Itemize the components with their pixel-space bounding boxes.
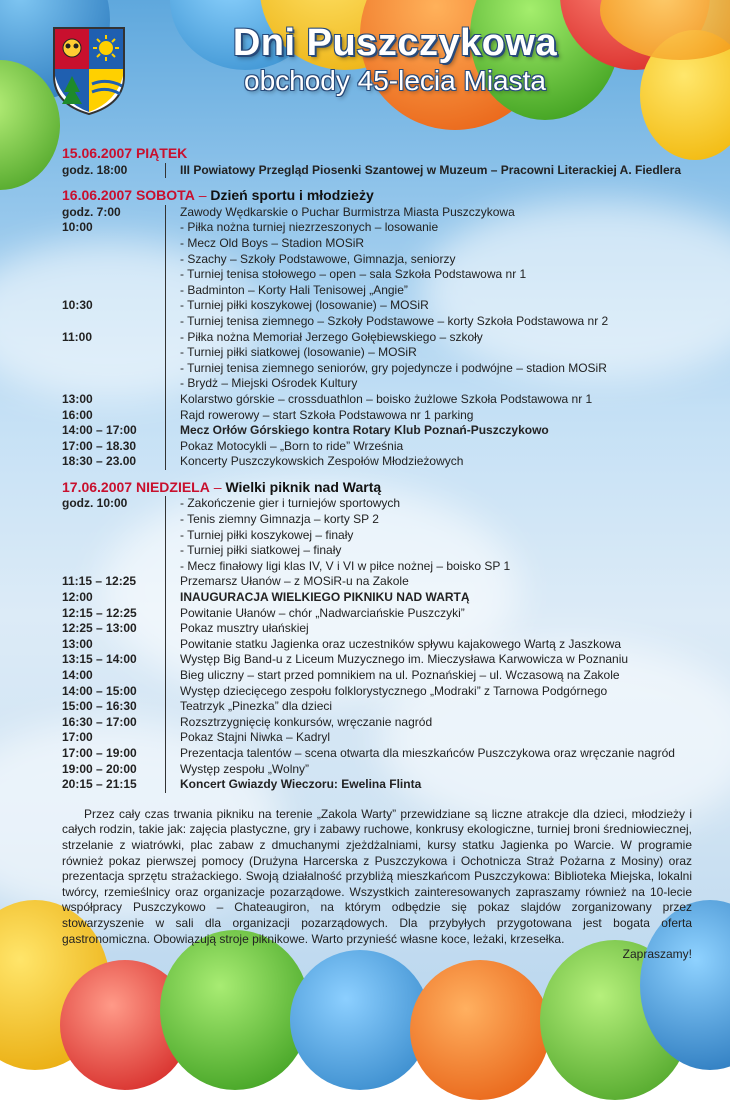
- schedule-event: Mecz Orłów Górskiego kontra Rotary Klub Poznań-Puszczykowo: [180, 423, 549, 438]
- day-dash: –: [209, 478, 226, 495]
- schedule-event: Występ zespołu „Wolny”: [180, 761, 310, 776]
- schedule-row: [62, 746, 692, 762]
- schedule-event: - Mecz Old Boys – Stadion MOSiR: [180, 235, 365, 250]
- schedule-row: [62, 454, 692, 470]
- schedule-row: [62, 252, 692, 268]
- day-subtitle: Dzień sportu i młodzieży: [210, 187, 374, 204]
- schedule-row: [62, 163, 692, 179]
- column-divider: [165, 361, 180, 377]
- column-divider: [165, 762, 180, 778]
- schedule-event: - Zakończenie gier i turniejów sportowych: [180, 496, 401, 511]
- schedule-row: [62, 496, 692, 512]
- schedule-time: 14:00 – 17:00: [62, 423, 137, 438]
- column-divider: [165, 423, 180, 439]
- closing-text: Zapraszamy!: [622, 947, 692, 962]
- schedule-time: 11:15 – 12:25: [62, 574, 137, 589]
- schedule-row: [62, 267, 692, 283]
- schedule-event: Koncerty Puszczykowskich Zespołów Młodzieżowych: [180, 454, 464, 469]
- poster-subtitle: obchody 45-lecia Miasta: [244, 65, 546, 96]
- column-divider: [165, 163, 180, 179]
- schedule-time: 10:30: [62, 298, 93, 313]
- column-divider: [165, 574, 180, 590]
- schedule-event: INAUGURACJA WIELKIEGO PIKNIKU NAD WARTĄ: [180, 590, 470, 605]
- schedule-event: Powitanie Ułanów – chór „Nadwarciańskie Puszczyki”: [180, 605, 465, 620]
- schedule-sunday: [62, 496, 692, 792]
- schedule-time: godz. 7:00: [62, 204, 121, 219]
- column-divider: [165, 777, 180, 793]
- schedule-event: - Turniej tenisa ziemnego seniorów, gry pojedyncze i podwójne – stadion MOSiR: [180, 360, 607, 375]
- schedule-row: [62, 220, 692, 236]
- schedule-event: Kolarstwo górskie – crossduathlon – boisko żużlowe Szkoła Podstawowa nr 1: [180, 391, 593, 406]
- column-divider: [165, 298, 180, 314]
- day-date: 17.06.2007 NIEDZIELA: [62, 478, 210, 495]
- schedule-row: [62, 621, 692, 637]
- schedule-time: 16:00: [62, 407, 93, 422]
- schedule-row: [62, 345, 692, 361]
- schedule-row: [62, 543, 692, 559]
- schedule-event: Rozsztrzygnięcię konkursów, wręczanie nagród: [180, 714, 433, 729]
- schedule-time: 17:00: [62, 730, 93, 745]
- column-divider: [165, 267, 180, 283]
- info-paragraph: Przez cały czas trwania pikniku na terenie „Zakola Warty” przewidziane są liczne atrakcje dla dzieci, młodzieży i całych rodzin, takie jak: zajęcia plastyczne, gry i zabawy ruchowe, konkrusy ekologiczne, turniej broni średniowiecznej, strzelanie z wiatrówki, plac zabaw z dmuchanymi zjeżdżalniami, kursy statku Jagienka po Warcie. W programie również pokaz pierwszej pomocy (Drużyna Harcerska z Puszczykowa i Ochotnicza Straż Pożarna z Mosiny) oraz prezentacja sprzętu strażackiego. Swoją działalność przybliżą mieszkańcom Puszczykowa: Biblioteka Miejska, lokalni twórcy, rzemieślnicy oraz organizacje pozarządowe. Wszystkich zainteresowanych zapraszamy również na 10-lecie współpracy Puszczykowo – Chateaugiron, na którym odbędzie się pokaz slajdów zorganizowany przez stowarzyszenie w sali dla organizacji pozarządowych. Dla przybyłych przygotowana jest bogata oferta gastronomiczna. Obowiązują stroje piknikowe. Warto przynieść własne koce, leżaki, krzesełka.: [62, 806, 692, 946]
- column-divider: [165, 668, 180, 684]
- schedule-event: III Powiatowy Przegląd Piosenki Szantowej w Muzeum – Pracowni Literackiej A. Fiedlera: [180, 162, 682, 177]
- schedule-friday: [62, 163, 692, 179]
- schedule-row: [62, 439, 692, 455]
- column-divider: [165, 652, 180, 668]
- schedule-event: - Brydż – Miejski Ośrodek Kultury: [180, 376, 358, 391]
- schedule-row: [62, 528, 692, 544]
- schedule-event: - Turniej tenisa ziemnego – Szkoły Podstawowe – korty Szkoła Podstawowa nr 2: [180, 313, 609, 328]
- schedule-event: Pokaz Stajni Niwka – Kadryl: [180, 730, 331, 745]
- column-divider: [165, 439, 180, 455]
- column-divider: [165, 314, 180, 330]
- schedule-time: [62, 543, 165, 559]
- schedule-event: - Turniej piłki siatkowej – finały: [180, 543, 342, 558]
- column-divider: [165, 699, 180, 715]
- schedule-row: [62, 408, 692, 424]
- schedule-time: 14:00: [62, 668, 93, 682]
- schedule-row: [62, 715, 692, 731]
- schedule-time: 10:00: [62, 220, 93, 235]
- day-dash: –: [194, 187, 211, 204]
- schedule-event: - Mecz finałowy ligi klas IV, V i VI w piłce nożnej – boisko SP 1: [180, 558, 511, 573]
- schedule-time: 20:15 – 21:15: [62, 777, 137, 792]
- schedule-time: 12:00: [62, 590, 93, 605]
- schedule-time: 15:00 – 16:30: [62, 699, 137, 714]
- schedule-time: [62, 345, 165, 361]
- schedule-row: [62, 652, 692, 668]
- day-subtitle: Wielki piknik nad Wartą: [225, 478, 382, 495]
- schedule-row: [62, 730, 692, 746]
- schedule-time: 13:00: [62, 391, 93, 406]
- day-heading-saturday: [62, 188, 692, 204]
- schedule-event: - Tenis ziemny Gimnazja – korty SP 2: [180, 512, 379, 527]
- schedule-row: [62, 298, 692, 314]
- schedule-row: [62, 777, 692, 793]
- schedule-row: [62, 637, 692, 653]
- schedule-time: [62, 236, 165, 252]
- schedule-saturday: [62, 205, 692, 470]
- schedule-row: [62, 574, 692, 590]
- schedule-time: [62, 267, 165, 283]
- column-divider: [165, 715, 180, 731]
- schedule-row: [62, 376, 692, 392]
- schedule-row: [62, 668, 692, 684]
- schedule-time: 18:30 – 23.00: [62, 454, 137, 469]
- schedule-event: Pokaz musztry ułańskiej: [180, 621, 309, 636]
- schedule-time: [62, 512, 165, 528]
- schedule-event: - Turniej piłki koszykowej – finały: [180, 527, 354, 542]
- schedule-time: godz. 18:00: [62, 162, 128, 177]
- column-divider: [165, 528, 180, 544]
- column-divider: [165, 590, 180, 606]
- column-divider: [165, 730, 180, 746]
- schedule-row: [62, 330, 692, 346]
- schedule-event: Rajd rowerowy – start Szkoła Podstawowa nr 1 parking: [180, 407, 474, 422]
- schedule-time: [62, 314, 165, 330]
- schedule-event: - Turniej piłki koszykowej (losowanie) – MOSiR: [180, 298, 429, 313]
- schedule-row: [62, 236, 692, 252]
- schedule-time: 14:00 – 15:00: [62, 683, 137, 698]
- column-divider: [165, 746, 180, 762]
- day-heading-friday: [62, 146, 692, 162]
- schedule-time: 19:00 – 20:00: [62, 761, 137, 776]
- schedule-event: - Turniej tenisa stołowego – open – sala Szkoła Podstawowa nr 1: [180, 267, 527, 282]
- schedule-event: - Piłka nożna Memoriał Jerzego Gołębiewskiego – szkoły: [180, 329, 483, 344]
- schedule-time: godz. 10:00: [62, 496, 128, 511]
- column-divider: [165, 684, 180, 700]
- column-divider: [165, 621, 180, 637]
- program-content: [62, 146, 692, 963]
- schedule-time: 13:15 – 14:00: [62, 652, 137, 667]
- poster-header: [0, 22, 730, 97]
- column-divider: [165, 392, 180, 408]
- schedule-event: Występ Big Band-u z Liceum Muzycznego im. Mieczysława Karwowicza w Poznaniu: [180, 652, 629, 667]
- schedule-row: [62, 512, 692, 528]
- schedule-event: Teatrzyk „Pinezka” dla dzieci: [180, 699, 333, 714]
- schedule-time: [62, 283, 165, 299]
- column-divider: [165, 283, 180, 299]
- schedule-time: [62, 361, 165, 377]
- schedule-time: [62, 559, 165, 575]
- column-divider: [165, 236, 180, 252]
- schedule-event: Prezentacja talentów – scena otwarta dla mieszkańców Puszczykowa oraz wręczanie nagród: [180, 745, 675, 760]
- column-divider: [165, 637, 180, 653]
- column-divider: [165, 543, 180, 559]
- schedule-event: Przemarsz Ułanów – z MOSiR-u na Zakole: [180, 574, 409, 589]
- schedule-row: [62, 283, 692, 299]
- schedule-row: [62, 699, 692, 715]
- schedule-event: - Piłka nożna turniej niezrzeszonych – losowanie: [180, 220, 439, 235]
- schedule-row: [62, 684, 692, 700]
- schedule-row: [62, 392, 692, 408]
- column-divider: [165, 220, 180, 236]
- schedule-row: [62, 423, 692, 439]
- schedule-event: - Badminton – Korty Hali Tenisowej „Angie”: [180, 282, 408, 297]
- schedule-event: - Szachy – Szkoły Podstawowe, Gimnazja, seniorzy: [180, 251, 456, 266]
- schedule-event: Powitanie statku Jagienka oraz uczestników spływu kajakowego Wartą z Jaszkowa: [180, 636, 622, 651]
- schedule-row: [62, 590, 692, 606]
- schedule-event: Koncert Gwiazdy Wieczoru: Ewelina Flinta: [180, 777, 422, 792]
- schedule-event: Występ dziecięcego zespołu folklorystycznego „Modraki” z Tarnowa Podgórnego: [180, 683, 608, 698]
- column-divider: [165, 512, 180, 528]
- schedule-time: 13:00: [62, 636, 93, 651]
- schedule-time: 11:00: [62, 329, 93, 344]
- column-divider: [165, 376, 180, 392]
- column-divider: [165, 330, 180, 346]
- schedule-event: Bieg uliczny – start przed pomnikiem na ul. Poznańskiej – ul. Wczasową na Zakole: [180, 668, 620, 682]
- schedule-row: [62, 314, 692, 330]
- column-divider: [165, 345, 180, 361]
- schedule-row: [62, 762, 692, 778]
- column-divider: [165, 252, 180, 268]
- schedule-time: 12:25 – 13:00: [62, 621, 137, 636]
- schedule-row: [62, 559, 692, 575]
- schedule-time: 12:15 – 12:25: [62, 605, 137, 620]
- schedule-row: [62, 361, 692, 377]
- schedule-event: - Turniej piłki siatkowej (losowanie) – MOSiR: [180, 345, 417, 360]
- schedule-event: Pokaz Motocykli – „Born to ride” Września: [180, 438, 404, 453]
- schedule-time: [62, 252, 165, 268]
- column-divider: [165, 408, 180, 424]
- schedule-time: [62, 376, 165, 392]
- column-divider: [165, 205, 180, 221]
- day-heading-sunday: [62, 480, 692, 496]
- schedule-row: [62, 205, 692, 221]
- column-divider: [165, 606, 180, 622]
- schedule-row: [62, 606, 692, 622]
- schedule-time: [62, 528, 165, 544]
- day-date: 16.06.2007 SOBOTA: [62, 187, 195, 204]
- schedule-time: 17:00 – 18.30: [62, 438, 137, 453]
- schedule-time: 16:30 – 17:00: [62, 714, 137, 729]
- schedule-time: 17:00 – 19:00: [62, 745, 137, 760]
- schedule-event: Zawody Wędkarskie o Puchar Burmistrza Miasta Puszczykowa: [180, 204, 515, 219]
- day-date: 15.06.2007 PIĄTEK: [62, 145, 188, 161]
- poster-title: Dni Puszczykowa: [232, 22, 558, 64]
- column-divider: [165, 496, 180, 512]
- column-divider: [165, 559, 180, 575]
- column-divider: [165, 454, 180, 470]
